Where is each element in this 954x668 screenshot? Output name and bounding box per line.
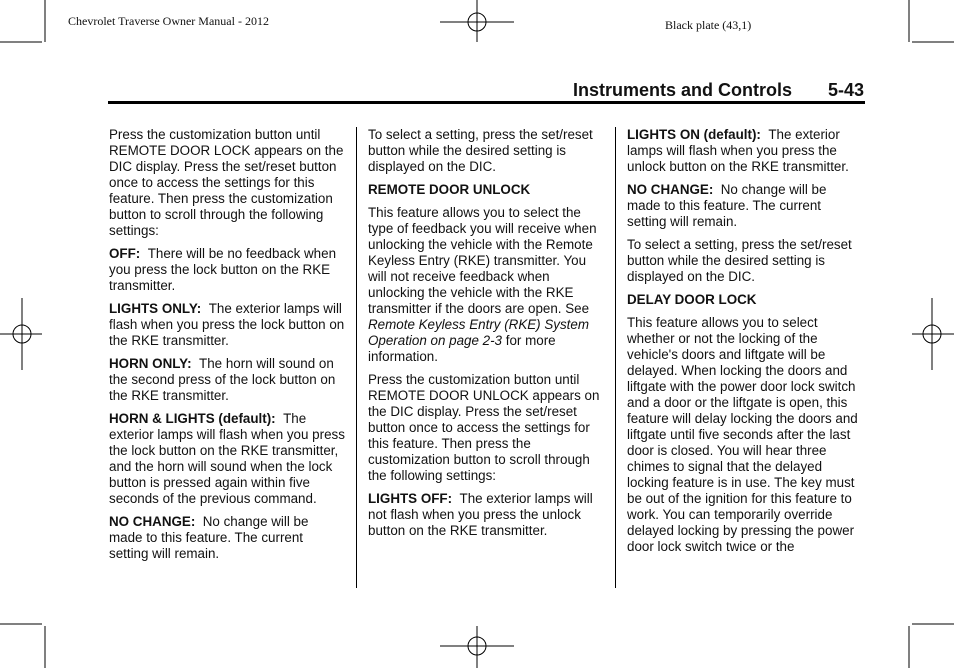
term-off: OFF: (109, 246, 141, 261)
paragraph-select: To select a setting, press the set/reset button while the desired setting is displayed on the DIC. (368, 127, 593, 174)
subheading-remote-door-unlock: REMOTE DOOR UNLOCK (368, 182, 531, 197)
text-column-1 (109, 127, 345, 569)
setting-lights-on (627, 127, 863, 175)
text-column-2 (368, 127, 604, 546)
setting-horn-lights (109, 411, 345, 507)
feature-text-a: This feature allows you to select the type of feedback you will receive when unlocking the vehicle with the Remote Keyless Entry (RKE) transmitter. You will not receive feedback when unlocking the vehicle with the RKE transmitter if the doors are open. See (368, 205, 597, 316)
text-lights-on: The exterior lamps will flash when you press the unlock button on the RKE transmitter. (627, 127, 849, 174)
term-horn-only: HORN ONLY: (109, 356, 192, 371)
header-rule (108, 101, 865, 104)
text-column-3 (627, 127, 863, 562)
setting-no-change-2 (627, 182, 863, 230)
paragraph-intro: Press the customization button until REMOTE DOOR LOCK appears on the DIC display. Press the set/reset button once to access the settings for this feature. Then press the customization button to scroll through the following settings: (109, 127, 344, 238)
text-horn-lights: The exterior lamps will flash when you press the lock button on the RKE transmitter, and the horn will sound when the lock button is pressed again within five seconds of the previous command. (109, 411, 345, 506)
text-lights-only: The exterior lamps will flash when you press the lock button on the RKE transmitter. (109, 301, 345, 348)
setting-no-change (109, 514, 345, 562)
plate-label-right: Black plate (43,1) (665, 18, 752, 32)
text-no-change-2: No change will be made to this feature. The current setting will remain. (627, 182, 827, 229)
page-number: 5-43 (828, 80, 865, 100)
text-off: There will be no feedback when you press the lock button on the RKE transmitter. (109, 246, 337, 293)
section-title: Instruments and Controls (573, 80, 793, 100)
term-no-change-2: NO CHANGE: (627, 182, 714, 197)
term-lights-only: LIGHTS ONLY: (109, 301, 202, 316)
setting-lights-off (368, 491, 604, 539)
setting-lights-only (109, 301, 345, 349)
subheading-delay-door-lock: DELAY DOOR LOCK (627, 292, 757, 307)
plate-label-left: Chevrolet Traverse Owner Manual - 2012 (68, 14, 269, 28)
feature-reference: Remote Keyless Entry (RKE) System Operation on page 2-3 (368, 317, 590, 348)
text-horn-only: The horn will sound on the second press of the lock button on the RKE transmitter. (109, 356, 336, 403)
term-lights-off: LIGHTS OFF: (368, 491, 453, 506)
paragraph-select-2: To select a setting, press the set/reset button while the desired setting is displayed on the DIC. (627, 237, 852, 284)
text-lights-off: The exterior lamps will not flash when you press the unlock button on the RKE transmitter. (368, 491, 593, 538)
feature-text-b: for more information. (368, 333, 556, 364)
text-no-change: No change will be made to this feature. The current setting will remain. (109, 514, 309, 561)
term-horn-lights: HORN & LIGHTS (default): (109, 411, 276, 426)
setting-off (109, 246, 345, 294)
column-divider-1 (356, 127, 357, 588)
setting-horn-only (109, 356, 345, 404)
paragraph-customize: Press the customization button until REMOTE DOOR UNLOCK appears on the DIC display. Press the set/reset button once to access the settings for this feature. Then press the customization button to scroll through the following settings: (368, 372, 600, 483)
paragraph-feature (368, 205, 604, 365)
column-divider-2 (615, 127, 616, 588)
term-no-change: NO CHANGE: (109, 514, 196, 529)
paragraph-delay-feature: This feature allows you to select whether or not the locking of the vehicle's doors and liftgate will be delayed. When locking the doors and liftgate with the power door lock switch and a door or the liftgate is open, this feature will delay locking the doors and liftgate until five seconds after the last door is closed. You will hear three chimes to signal that the delayed locking feature is in use. The key must be out of the ignition for this feature to work. You can temporarily override delayed locking by pressing the power door lock switch twice or the (627, 315, 858, 554)
term-lights-on: LIGHTS ON (default): (627, 127, 761, 142)
